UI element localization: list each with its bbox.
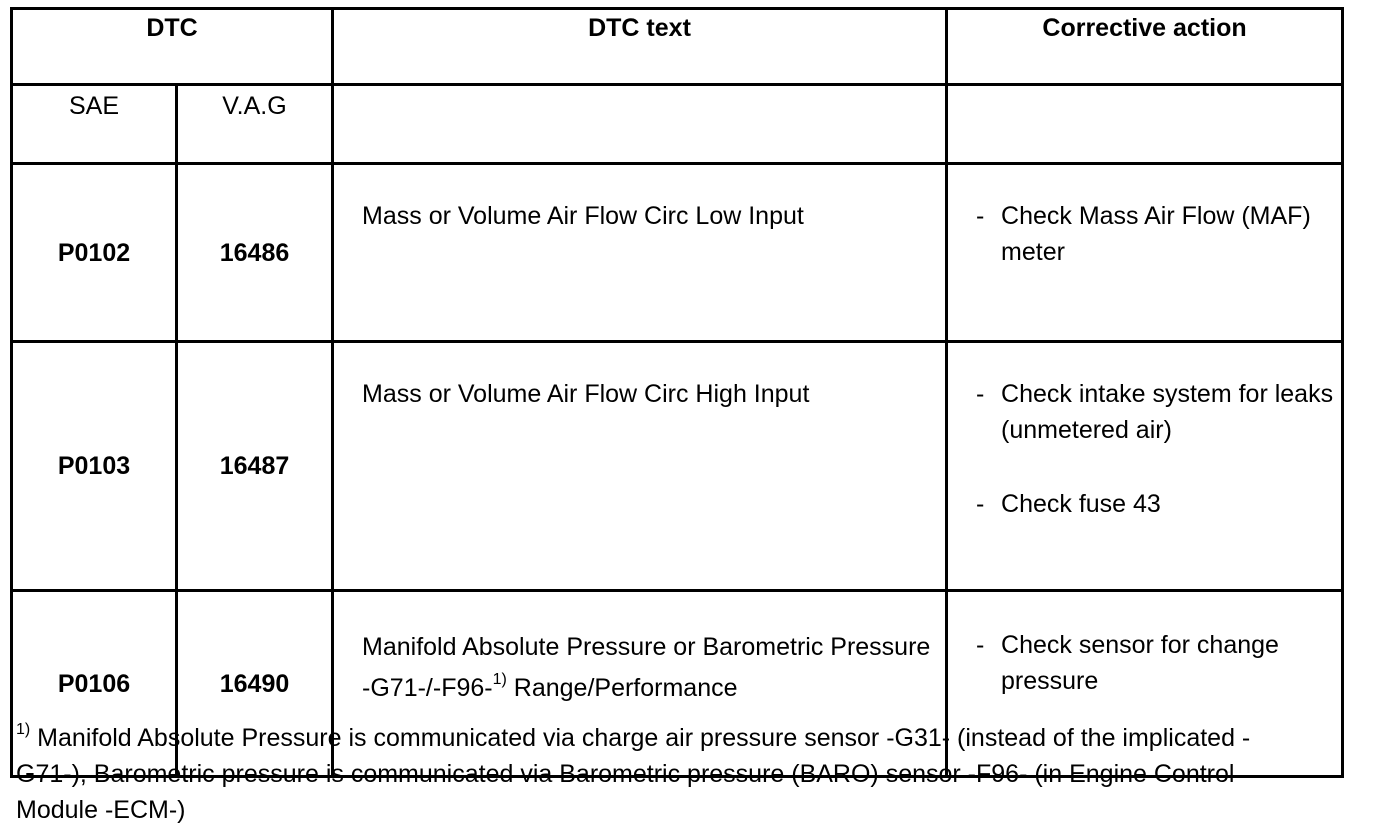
header-row [12,9,1343,85]
footnote-marker: 1) [16,720,31,738]
vag-code: 16490 [177,591,333,777]
subheader-sae: SAE [12,85,177,164]
dtc-description-part2: Range/Performance [506,674,738,702]
sae-code: P0102 [12,164,177,342]
vag-code: 16487 [177,342,333,591]
subheader-empty-text [333,85,947,164]
corrective-action-cell [947,164,1343,342]
dash-bullet: - [976,202,985,230]
subheader-row [12,85,1343,164]
dash-bullet: - [976,631,985,659]
dtc-description-part1: Manifold Absolute Pressure or Barometric Pressure -G71-/-F96- [362,633,931,702]
dtc-description: Mass or Volume Air Flow Circ Low Input [333,164,947,342]
table-row [12,164,1343,342]
action-text: Check Mass Air Flow (MAF) meter [1001,202,1311,266]
dash-bullet: - [976,490,985,518]
table-row [12,342,1343,591]
vag-code: 16486 [177,164,333,342]
subheader-empty-action [947,85,1343,164]
dash-bullet: - [976,380,985,408]
sae-code: P0106 [12,591,177,777]
action-item [976,376,1341,448]
action-text: Check intake system for leaks (unmetered air) [1001,380,1334,444]
footnote [16,720,1316,828]
footnote-reference: 1) [492,670,507,688]
header-dtc: DTC [12,9,333,85]
dtc-description: Mass or Volume Air Flow Circ High Input [333,342,947,591]
action-item [976,486,1341,522]
corrective-action-cell [947,342,1343,591]
action-item [976,198,1341,270]
dtc-table [10,7,1344,778]
header-dtc-text: DTC text [333,9,947,85]
subheader-vag: V.A.G [177,85,333,164]
header-corrective-action: Corrective action [947,9,1343,85]
action-text: Check fuse 43 [1001,490,1161,518]
footnote-text: Manifold Absolute Pressure is communicated via charge air pressure sensor -G31- (instead of the implicated -G71-), Barometric pressure is communicated via Barometric pressure (BARO) sensor -F96- (in Engine Control Module -ECM-) [16,724,1251,824]
action-item [976,627,1341,699]
action-text: Check sensor for change pressure [1001,631,1279,695]
sae-code: P0103 [12,342,177,591]
